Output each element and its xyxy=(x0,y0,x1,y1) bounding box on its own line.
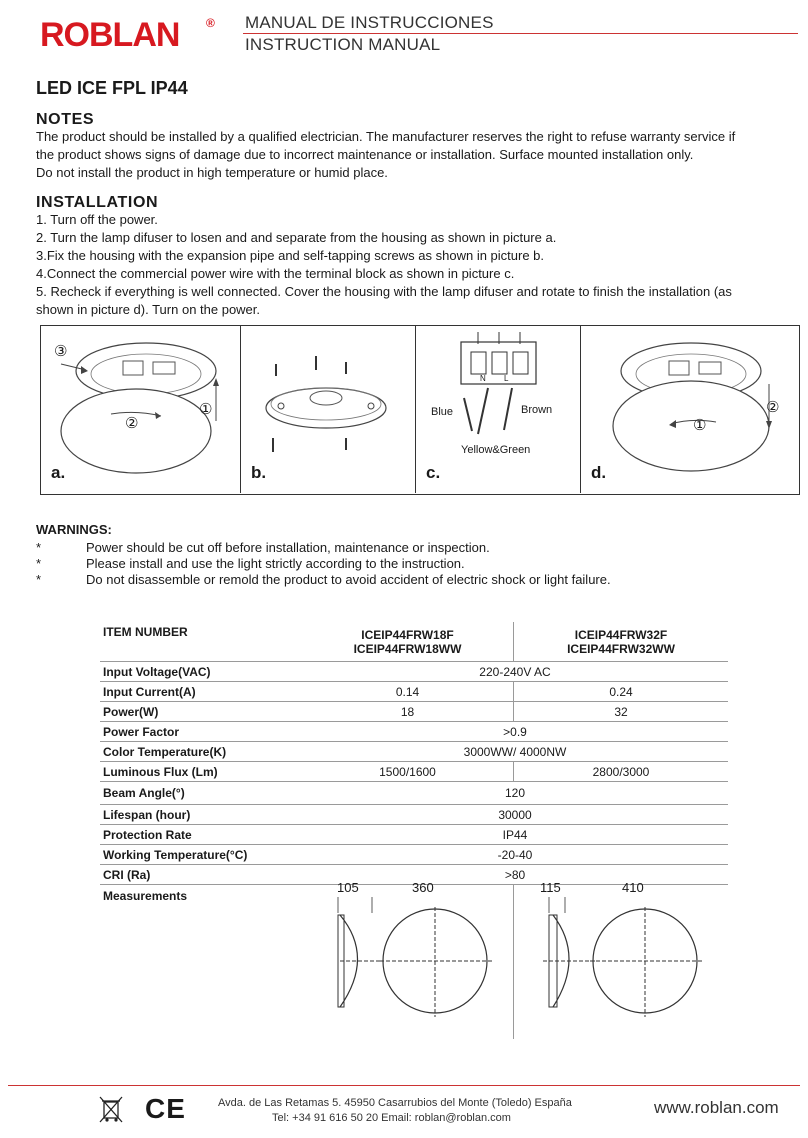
row-label: Protection Rate xyxy=(100,825,302,845)
company-address: Avda. de Las Retamas 5. 45950 Casarrubios del Monte (Toledo) España xyxy=(218,1097,572,1109)
ce-mark-icon: CE xyxy=(145,1093,186,1124)
row-value: 0.24 xyxy=(514,682,729,702)
bullet: * xyxy=(36,572,42,587)
header-divider xyxy=(243,33,798,34)
row-value: 32 xyxy=(514,702,729,722)
row-value: 0.14 xyxy=(302,682,514,702)
model-column-1 xyxy=(302,622,514,662)
installation-heading: INSTALLATION xyxy=(36,194,159,211)
installation-step: shown in picture d). Turn on the power. xyxy=(36,302,261,317)
row-value: >0.9 xyxy=(302,722,728,742)
table-row xyxy=(100,782,728,805)
company-contact: Tel: +34 91 616 50 20 Email: roblan@roblan.com xyxy=(272,1112,511,1124)
row-value: >80 xyxy=(302,865,728,885)
brand-logo xyxy=(40,18,220,52)
row-label: Working Temperature(°C) xyxy=(100,845,302,865)
warning-text: Power should be cut off before installation, maintenance or inspection. xyxy=(86,540,490,555)
bullet: * xyxy=(36,540,42,555)
row-value: 30000 xyxy=(302,805,728,825)
table-header-row xyxy=(100,622,728,662)
row-label: Input Current(A) xyxy=(100,682,302,702)
figure-a xyxy=(41,326,241,493)
row-value: 2800/3000 xyxy=(514,762,729,782)
terminal-n-mark: N xyxy=(480,374,486,383)
row-label: Beam Angle(°) xyxy=(100,782,302,805)
warning-item xyxy=(36,556,465,571)
table-row xyxy=(100,722,728,742)
table-row xyxy=(100,742,728,762)
figure-d-label: d. xyxy=(591,463,607,482)
row-value: -20-40 xyxy=(302,845,728,865)
model-code: ICEIP44FRW32WW xyxy=(567,641,675,656)
row-label: Power(W) xyxy=(100,702,302,722)
model-code: ICEIP44FRW18WW xyxy=(353,641,462,656)
warnings-heading: WARNINGS: xyxy=(36,522,112,537)
row-label: Color Temperature(K) xyxy=(100,742,302,762)
notes-line: The product should be installed by a qualified electrician. The manufacturer reserves the right to refuse warranty service if xyxy=(36,129,736,144)
model-code: ICEIP44FRW32F xyxy=(574,627,668,642)
row-value: 18 xyxy=(302,702,514,722)
measure-depth-18w: 105 xyxy=(337,880,359,895)
warning-text: Please install and use the light strictly according to the instruction. xyxy=(86,556,465,571)
manual-title-es: MANUAL DE INSTRUCCIONES xyxy=(245,13,494,32)
wire-brown-label: Brown xyxy=(521,404,553,416)
notes-line: the product shows signs of damage due to incorrect maintenance or installation. Surface mounted installation only. xyxy=(36,147,694,162)
row-value: 220-240V AC xyxy=(302,662,728,682)
table-row xyxy=(100,682,728,702)
row-label: CRI (Ra) xyxy=(100,865,302,885)
model-column-2 xyxy=(514,622,729,662)
table-row xyxy=(100,662,728,682)
website-link[interactable]: www.roblan.com xyxy=(654,1098,779,1117)
step-1-marker: ① xyxy=(199,401,213,418)
dimension-drawing-32w xyxy=(535,895,715,1025)
table-row xyxy=(100,702,728,722)
product-title: LED ICE FPL IP44 xyxy=(36,78,188,98)
installation-step: 4.Connect the commercial power wire with the terminal block as shown in picture c. xyxy=(36,266,515,281)
row-label: Lifespan (hour) xyxy=(100,805,302,825)
wire-yellow-green-label: Yellow&Green xyxy=(461,444,531,456)
row-label: Power Factor xyxy=(100,722,302,742)
measure-diameter-32w: 410 xyxy=(622,880,644,895)
manual-title-en: INSTRUCTION MANUAL xyxy=(245,35,441,54)
header-label: ITEM NUMBER xyxy=(100,622,302,662)
figure-b-drawing xyxy=(241,326,414,493)
dimension-drawing-18w xyxy=(320,895,500,1025)
table-row xyxy=(100,825,728,845)
row-value: 3000WW/ 4000NW xyxy=(302,742,728,762)
row-label: Measurements xyxy=(103,889,188,903)
installation-step: 1. Turn off the power. xyxy=(36,212,158,227)
brand-name: ROBLAN xyxy=(40,16,180,54)
row-label: Input Voltage(VAC) xyxy=(100,662,302,682)
table-row xyxy=(100,845,728,865)
row-value: IP44 xyxy=(302,825,728,845)
registered-mark: ® xyxy=(206,16,215,30)
installation-step: 5. Recheck if everything is well connected. Cover the housing with the lamp difuser and rotate to finish the installation (as xyxy=(36,284,732,299)
notes-heading: NOTES xyxy=(36,111,95,128)
weee-bin-icon xyxy=(98,1094,124,1124)
installation-steps xyxy=(36,211,732,319)
notes-line: Do not install the product in high temperature or humid place. xyxy=(36,165,388,180)
figure-c-label: c. xyxy=(426,463,441,482)
terminal-l-mark: L xyxy=(504,374,509,383)
installation-step: 3.Fix the housing with the expansion pipe and self-tapping screws as shown in picture b. xyxy=(36,248,545,263)
figure-d xyxy=(581,326,798,493)
table-row xyxy=(100,762,728,782)
figure-b-label: b. xyxy=(251,463,267,482)
figure-a-label: a. xyxy=(51,463,66,482)
step-3-marker: ③ xyxy=(54,343,68,360)
installation-step: 2. Turn the lamp difuser to losen and and separate from the housing as shown in picture a. xyxy=(36,230,557,245)
step-1-marker: ① xyxy=(693,417,707,434)
footer-divider xyxy=(8,1085,800,1086)
figure-c xyxy=(416,326,581,493)
wire-blue-label: Blue xyxy=(431,406,454,418)
measure-depth-32w: 115 xyxy=(540,880,561,895)
model-code: ICEIP44FRW18F xyxy=(361,627,454,642)
notes-text xyxy=(36,128,735,182)
step-2-marker: ② xyxy=(125,415,139,432)
warning-text: Do not disassemble or remold the product to avoid accident of electric shock or light failure. xyxy=(86,572,611,587)
warning-item xyxy=(36,572,611,587)
row-label: Luminous Flux (Lm) xyxy=(100,762,302,782)
table-row xyxy=(100,805,728,825)
row-value: 1500/1600 xyxy=(302,762,514,782)
figure-d-drawing xyxy=(581,326,796,493)
figure-b xyxy=(241,326,416,493)
warning-item xyxy=(36,540,490,555)
step-2-marker: ② xyxy=(766,399,780,416)
row-value: 120 xyxy=(302,782,728,805)
measure-diameter-18w: 360 xyxy=(412,880,434,895)
installation-figures xyxy=(40,325,800,495)
bullet: * xyxy=(36,556,42,571)
